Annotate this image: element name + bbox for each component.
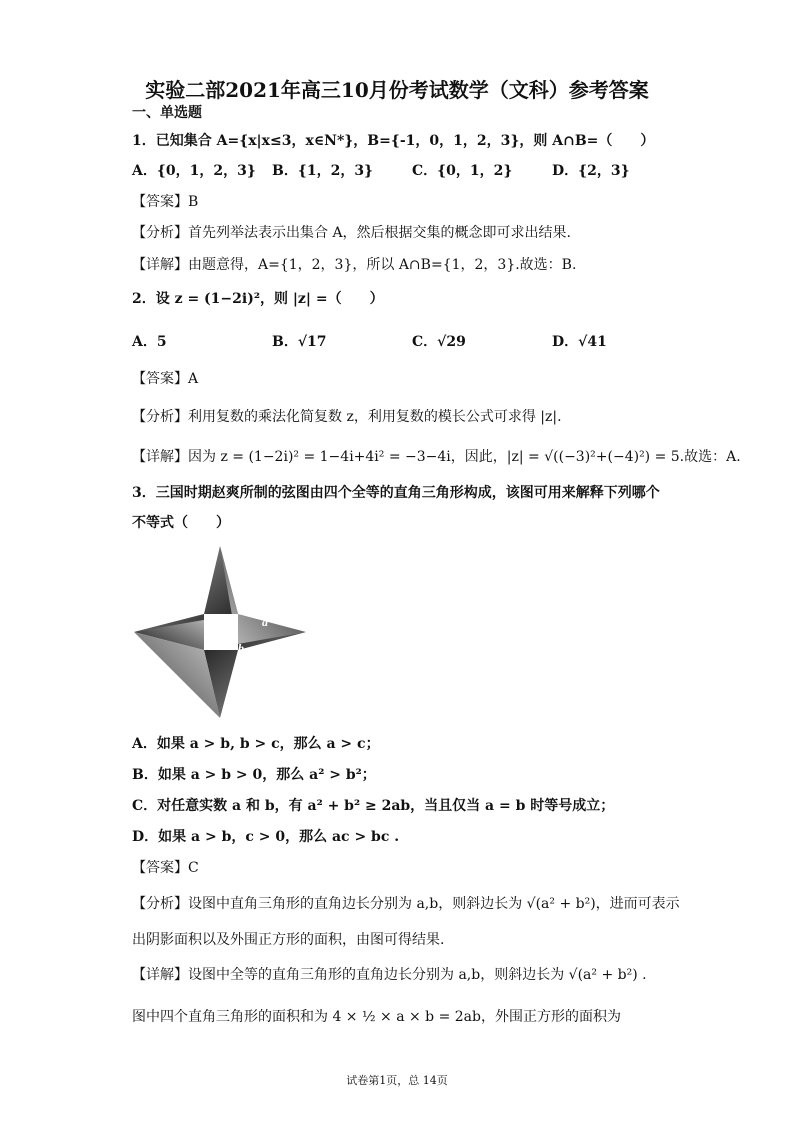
page-footer: 试卷第1页，总 14页 — [346, 1074, 448, 1087]
q2-option-a: A．5 — [132, 334, 167, 350]
q1-option-d: D．{2，3} — [552, 163, 630, 179]
q1-answer: 【答案】B — [132, 194, 199, 210]
inner-square — [204, 614, 238, 650]
q1-analysis: 【分析】首先列举法表示出集合 A，然后根据交集的概念即可求出结果. — [132, 225, 572, 241]
q1-option-b: B．{1，2，3} — [272, 163, 374, 179]
q3-answer: 【答案】C — [132, 860, 199, 876]
q1-option-c: C．{0，1，2} — [412, 163, 513, 179]
page-title: 实验二部2021年高三10月份考试数学（文科）参考答案 — [145, 78, 649, 102]
q2-detail: 【详解】因为 z = (1−2i)² = 1−4i+4i² = −3−4i，因此，|z| = √((−3)²+(−4)²) = 5.故选：A. — [132, 449, 741, 465]
q2-option-d: D．√41 — [552, 334, 607, 350]
label-b: b — [238, 641, 244, 655]
q3-stem-line1: 3．三国时期赵爽所制的弦图由四个全等的直角三角形构成，该图可用来解释下列哪个 — [132, 485, 660, 501]
zhao-shuang-hypotenuse-diagram — [134, 546, 306, 718]
q3-detail-line2: 图中四个直角三角形的面积和为 4 × ½ × a × b = 2ab，外围正方形的面积为 — [132, 1009, 621, 1025]
q3-option-a: A．如果 a > b, b > c，那么 a > c； — [132, 736, 380, 752]
q3-analysis-line2: 出阴影面积以及外围正方形的面积，由图可得结果. — [132, 932, 445, 948]
q2-option-c: C．√29 — [412, 334, 466, 350]
q3-analysis-line1: 【分析】设图中直角三角形的直角边长分别为 a,b，则斜边长为 √(a² + b²)，进而可表示 — [132, 896, 680, 912]
q1-stem: 1．已知集合 A={x|x≤3，x∈N*}，B={-1，0，1，2，3}，则 A∩B=（ ） — [132, 133, 655, 149]
q1-detail: 【详解】由题意得，A={1，2，3}，所以 A∩B={1，2，3}.故选：B. — [132, 257, 577, 273]
q3-option-d: D．如果 a > b，c > 0，那么 ac > bc . — [132, 829, 400, 845]
section-heading: 一、单选题 — [132, 105, 202, 121]
q3-detail-line1: 【详解】设图中全等的直角三角形的直角边长分别为 a,b，则斜边长为 √(a² + b²) . — [132, 967, 647, 983]
q2-option-b: B．√17 — [272, 334, 327, 350]
q2-answer: 【答案】A — [132, 371, 199, 387]
q2-analysis: 【分析】利用复数的乘法化简复数 z，利用复数的模长公式可求得 |z|. — [132, 409, 562, 425]
q3-option-b: B．如果 a > b > 0，那么 a² > b²； — [132, 767, 376, 783]
q3-option-c: C．对任意实数 a 和 b，有 a² + b² ≥ 2ab，当且仅当 a = b 时等号成立； — [132, 798, 615, 814]
q1-option-a: A．{0，1，2，3} — [132, 163, 256, 179]
q3-stem-line2: 不等式（ ） — [132, 515, 230, 531]
label-a: a — [262, 615, 268, 629]
q2-stem: 2．设 z = (1−2i)²，则 |z| =（ ） — [132, 291, 384, 307]
